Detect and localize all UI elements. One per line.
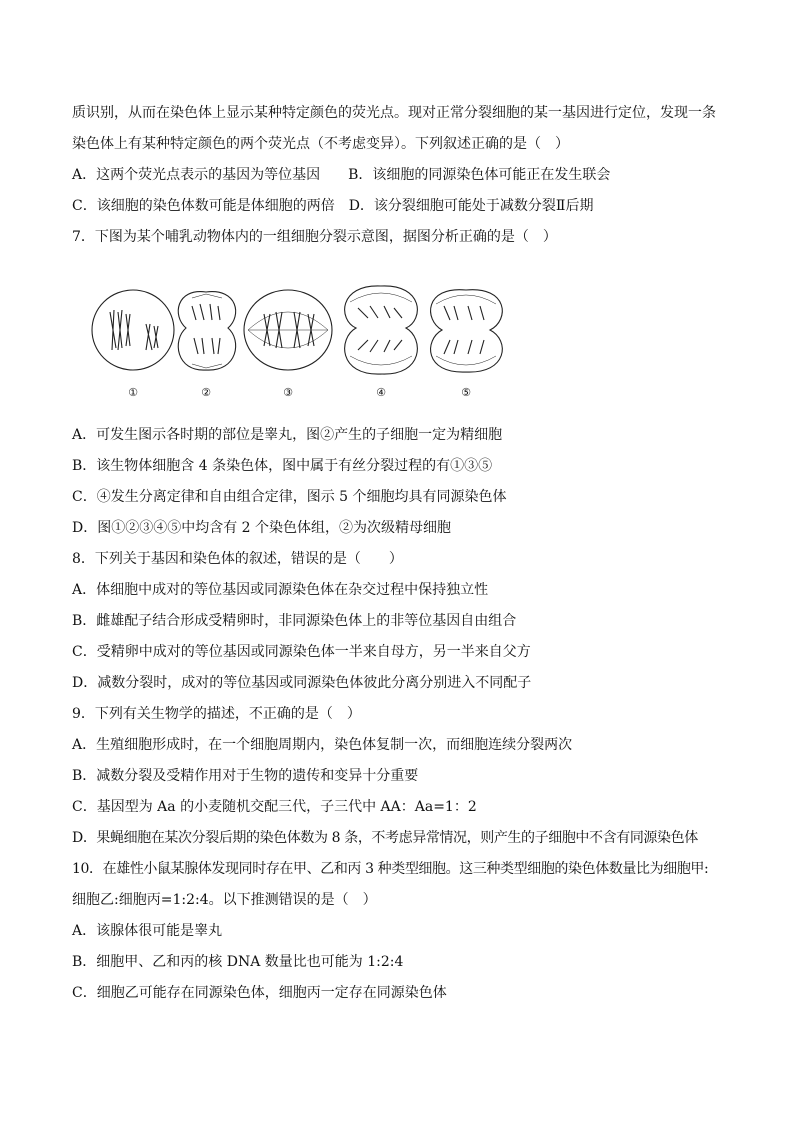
cell-label-1: ① [128, 386, 138, 399]
question-6-stem-line-2: 染色体上有某种特定颜色的两个荧光点（不考虑变异）。下列叙述正确的是（ ） [72, 136, 569, 152]
cell-3-diagram [244, 290, 332, 370]
cell-label-3: ③ [283, 386, 293, 399]
question-8-option-d: D．减数分裂时，成对的等位基因或同源染色体彼此分离分别进入不同配子 [72, 675, 532, 691]
question-9-stem: 9．下列有关生物学的描述，不正确的是（ ） [72, 706, 361, 722]
question-9-option-b: B．减数分裂及受精作用对于生物的遗传和变异十分重要 [72, 768, 419, 784]
cell-label-4: ④ [376, 386, 386, 399]
question-10-option-b: B．细胞甲、乙和丙的核 DNA 数量比也可能为 1:2:4 [72, 954, 404, 970]
cell-label-2: ② [201, 386, 211, 399]
question-7-option-a: A．可发生图示各时期的部位是睾丸，图②产生的子细胞一定为精细胞 [72, 427, 503, 443]
question-8-option-c: C．受精卵中成对的等位基因或同源染色体一半来自母方，另一半来自父方 [72, 644, 531, 660]
question-6-options-ab: A．这两个荧光点表示的基因为等位基因 B．该细胞的同源染色体可能正在发生联会 [72, 167, 611, 183]
question-6-stem-line-1: 质识别，从而在染色体上显示某种特定颜色的荧光点。现对正常分裂细胞的某一基因进行定位，发现一条 [72, 105, 716, 121]
question-7-option-d: D．图①②③④⑤中均含有 2 个染色体组，②为次级精母细胞 [72, 520, 452, 536]
question-8-option-b: B．雌雄配子结合形成受精卵时，非同源染色体上的非等位基因自由组合 [72, 613, 517, 629]
question-9-option-a: A．生殖细胞形成时，在一个细胞周期内，染色体复制一次，而细胞连续分裂两次 [72, 737, 573, 753]
cell-label-5: ⑤ [461, 386, 471, 399]
cell-2-diagram [178, 292, 235, 370]
question-6-options-cd: C．该细胞的染色体数可能是体细胞的两倍 D．该分裂细胞可能处于减数分裂Ⅱ后期 [72, 198, 594, 214]
question-10-stem-line-2: 细胞乙:细胞丙=1:2:4。以下推测错误的是（ ） [72, 892, 377, 908]
question-7-option-b: B．该生物体细胞含 4 条染色体，图中属于有丝分裂过程的有①③⑤ [72, 458, 493, 474]
question-10-option-a: A．该腺体很可能是睾丸 [72, 923, 223, 939]
cell-5-diagram [431, 290, 503, 372]
cell-4-diagram [345, 286, 418, 374]
question-10-stem-line-1: 10．在雄性小鼠某腺体发现同时存在甲、乙和丙 3 种类型细胞。这三种类型细胞的染色体数量比为细胞甲: [72, 861, 709, 877]
question-9-option-c: C．基因型为 Aa 的小麦随机交配三代，子三代中 AA：Aa=1：2 [72, 799, 477, 815]
question-9-option-d: D．果蝇细胞在某次分裂后期的染色体数为 8 条，不考虑异常情况，则产生的子细胞中不含有同源染色体 [72, 830, 698, 846]
question-7-option-c: C．④发生分离定律和自由组合定律，图示 5 个细胞均具有同源染色体 [72, 489, 507, 505]
cell-1-diagram [92, 290, 174, 370]
question-10-option-c: C．细胞乙可能存在同源染色体，细胞丙一定存在同源染色体 [72, 985, 447, 1001]
cell-division-figure [88, 280, 528, 404]
question-7-stem: 7．下图为某个哺乳动物体内的一组细胞分裂示意图，据图分析正确的是（ ） [72, 229, 557, 245]
question-8-option-a: A．体细胞中成对的等位基因或同源染色体在杂交过程中保持独立性 [72, 582, 489, 598]
question-8-stem: 8．下列关于基因和染色体的叙述，错误的是（ ） [72, 551, 403, 567]
